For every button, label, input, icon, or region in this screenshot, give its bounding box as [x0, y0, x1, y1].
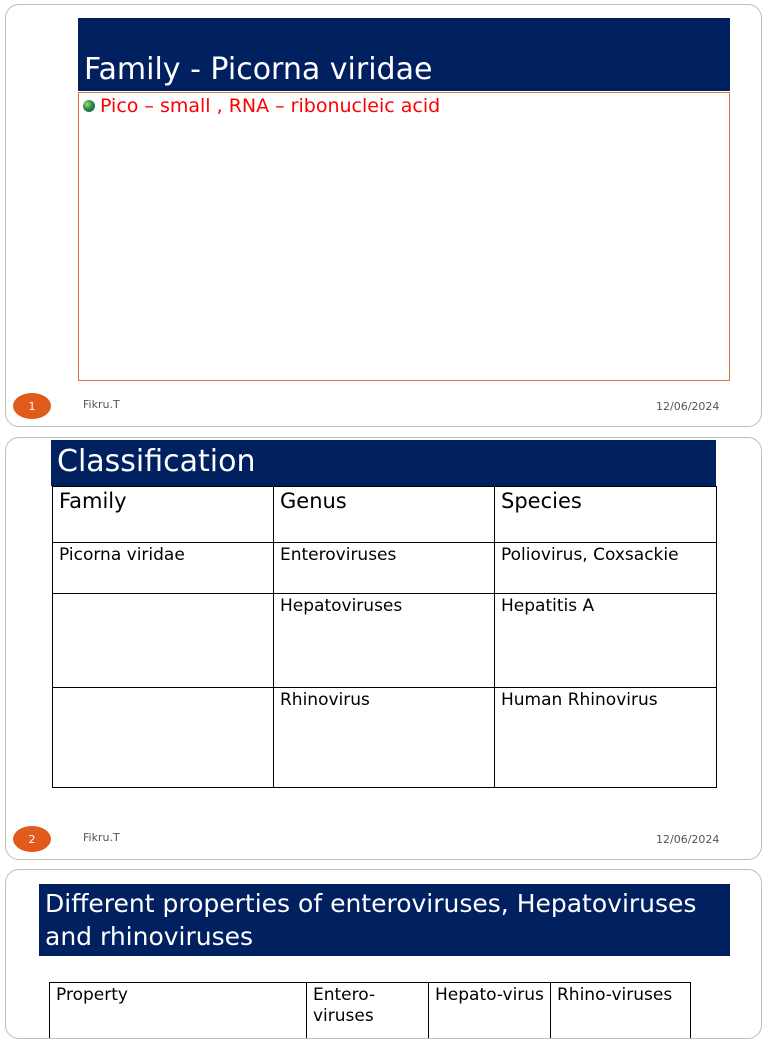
- header-cell-enteroviruses: Entero-viruses: [307, 983, 429, 1039]
- table-row: [53, 594, 717, 688]
- table-header-row: [50, 983, 691, 1039]
- bullet-item: [83, 95, 440, 117]
- header-cell-rhinoviruses: Rhino-viruses: [551, 983, 691, 1039]
- table-cell: [53, 688, 274, 788]
- slide-title: Different properties of enteroviruses, Hepatoviruses and rhinoviruses: [45, 887, 705, 953]
- table-cell: Rhinovirus: [274, 688, 495, 788]
- slide-3: [5, 869, 762, 1039]
- table-cell: Enteroviruses: [274, 543, 495, 594]
- slide-title-bar: [78, 18, 730, 91]
- footer-date: 12/06/2024: [656, 400, 719, 413]
- header-cell-species: Species: [495, 487, 717, 543]
- slide-title-bar: [51, 440, 716, 486]
- globe-bullet-icon: [83, 100, 95, 112]
- slide-title: Classification: [57, 444, 256, 479]
- classification-table: [52, 486, 717, 788]
- header-cell-genus: Genus: [274, 487, 495, 543]
- slide-2: [5, 437, 762, 860]
- table-cell: Hepatoviruses: [274, 594, 495, 688]
- slide-number-badge: 1: [13, 393, 51, 419]
- footer-date: 12/06/2024: [656, 833, 719, 846]
- table-cell: [53, 594, 274, 688]
- content-box: [78, 92, 730, 381]
- bullet-text: Pico – small , RNA – ribonucleic acid: [100, 95, 440, 117]
- footer-author: Fikru.T: [83, 398, 120, 411]
- header-cell-property: Property: [50, 983, 307, 1039]
- table-header-row: [53, 487, 717, 543]
- slide-1: [5, 4, 762, 427]
- slide-title: Family - Picorna viridae: [84, 52, 432, 87]
- footer-author: Fikru.T: [83, 831, 120, 844]
- properties-table: [49, 982, 691, 1039]
- slide-number-badge: 2: [13, 826, 51, 852]
- table-row: [53, 688, 717, 788]
- table-cell: Picorna viridae: [53, 543, 274, 594]
- slide-title-bar: [39, 884, 730, 956]
- table-cell: Hepatitis A: [495, 594, 717, 688]
- table-cell: Poliovirus, Coxsackie: [495, 543, 717, 594]
- table-cell: Human Rhinovirus: [495, 688, 717, 788]
- table-row: [53, 543, 717, 594]
- header-cell-family: Family: [53, 487, 274, 543]
- header-cell-hepatovirus: Hepato-virus: [429, 983, 551, 1039]
